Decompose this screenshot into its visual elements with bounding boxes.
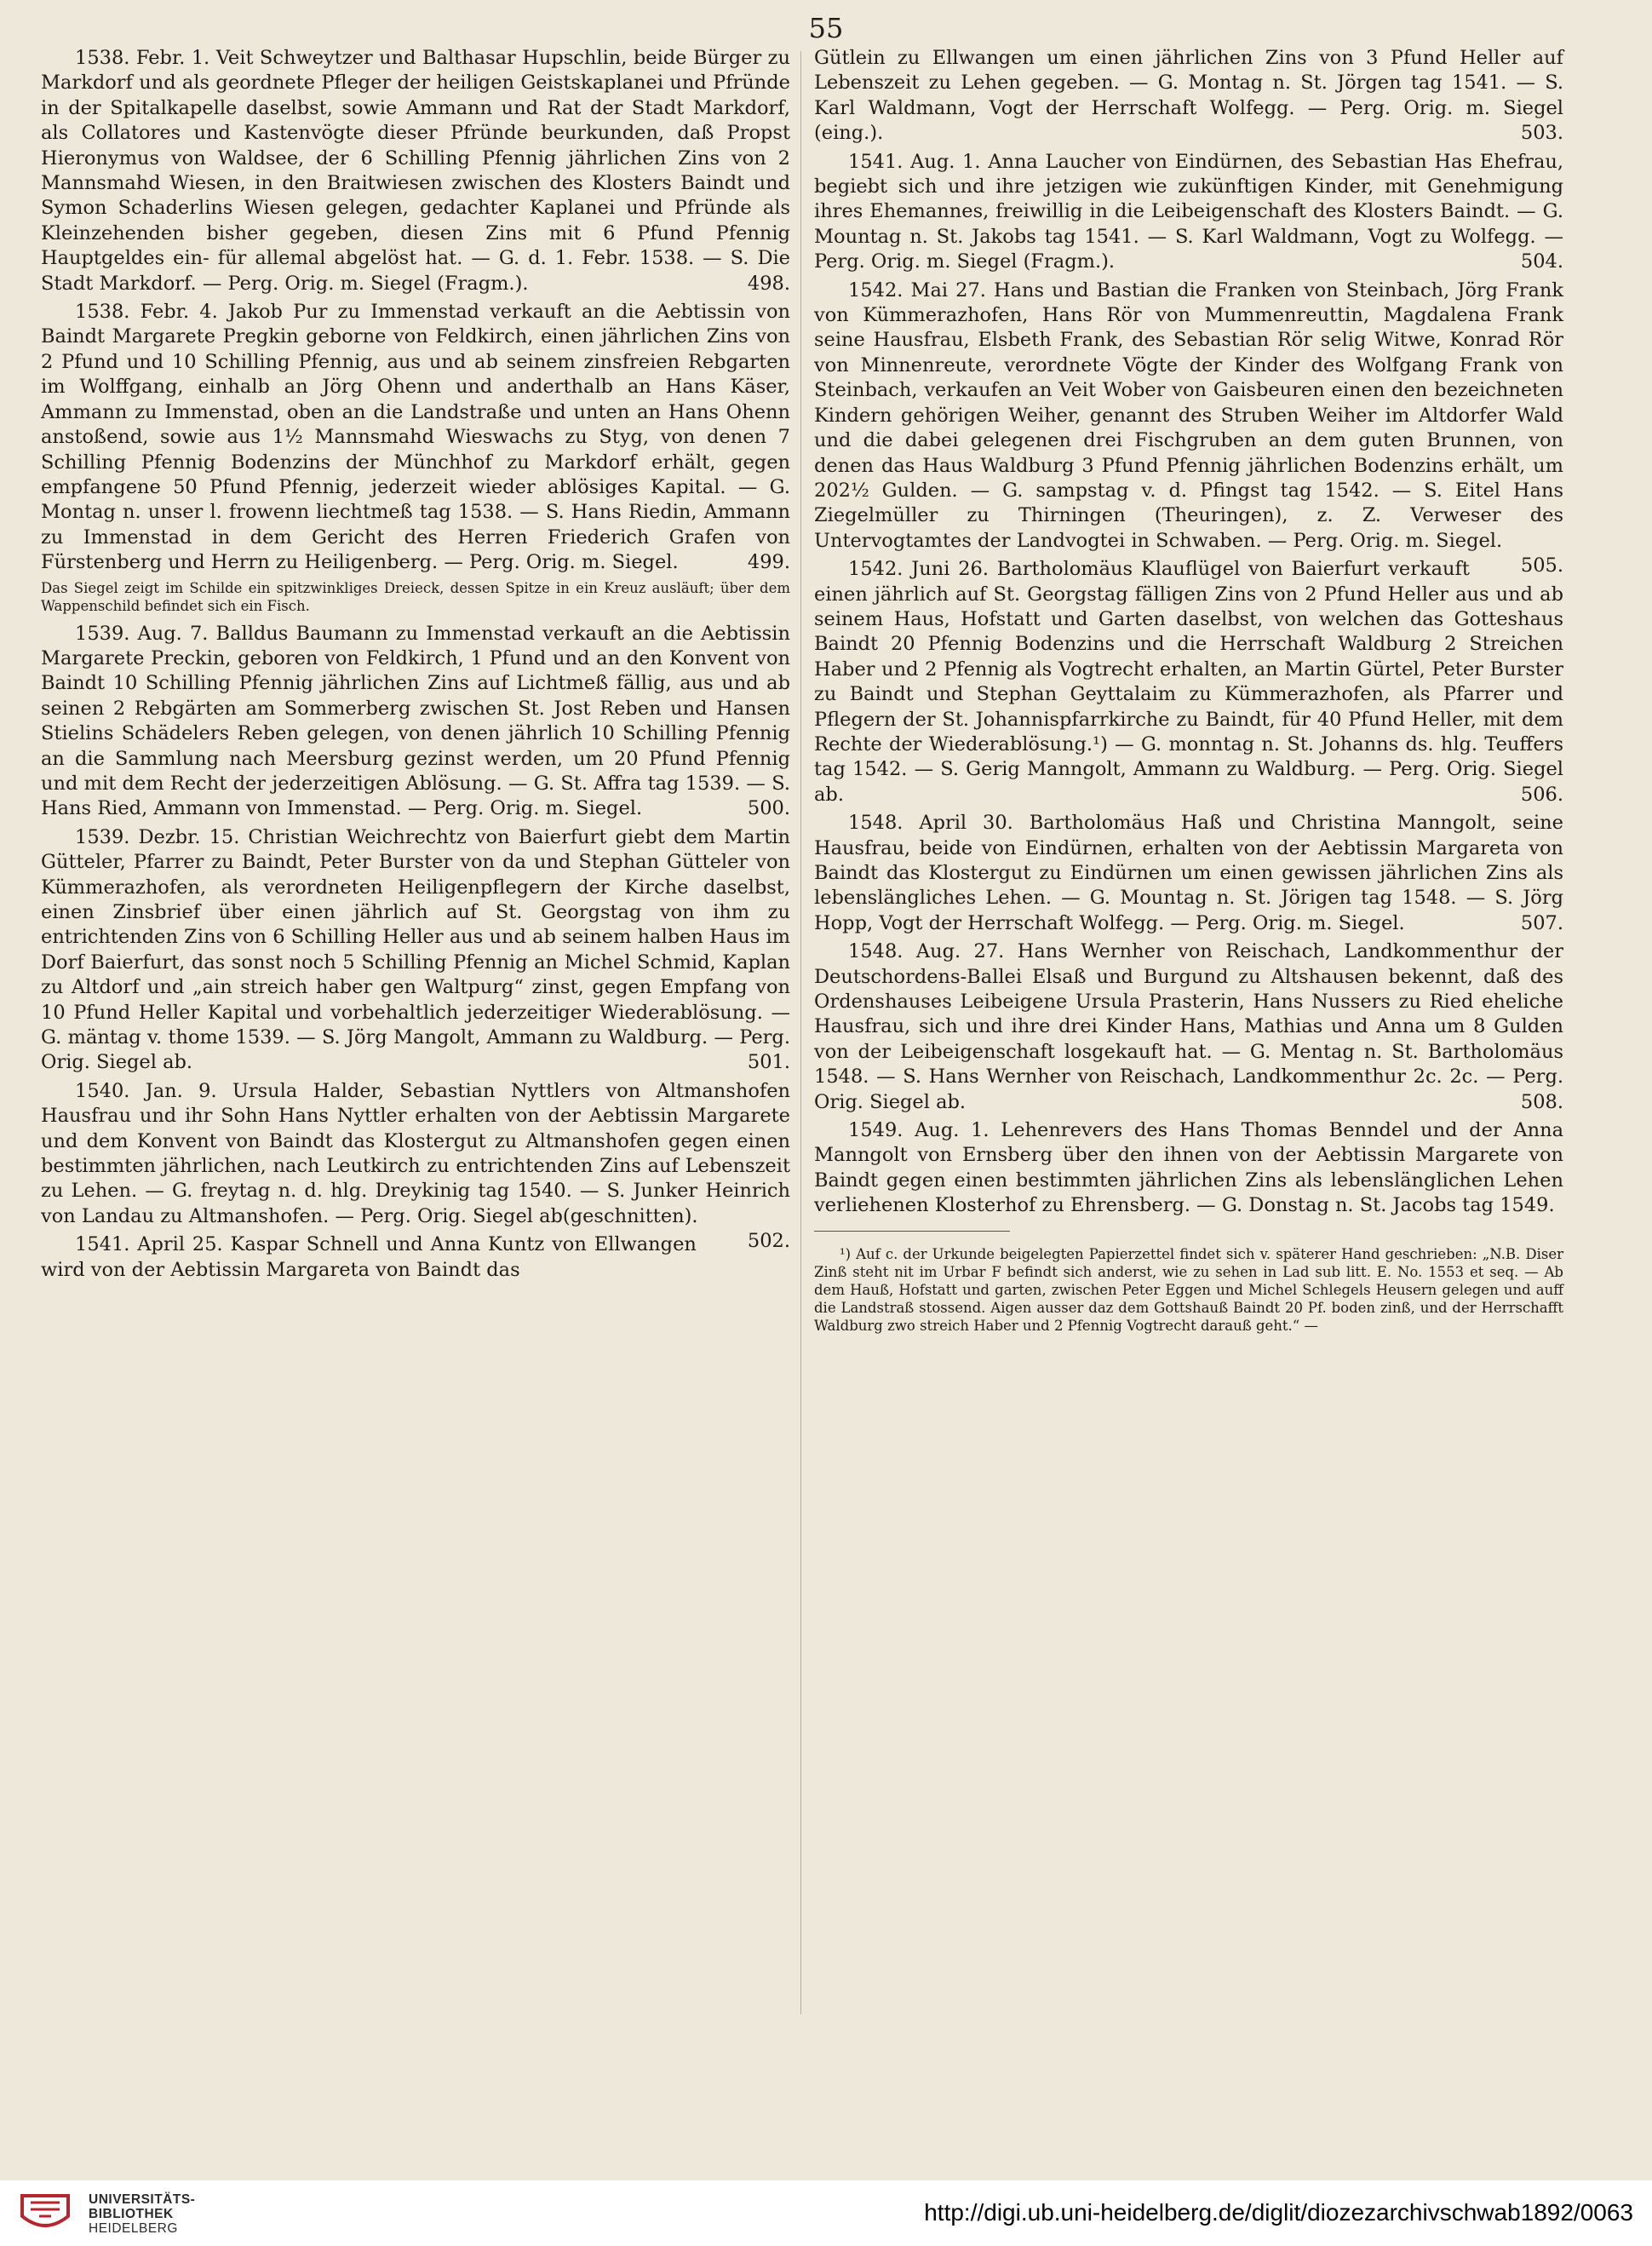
entry-number: 507. [1520, 911, 1563, 934]
charter-entry [814, 279, 1563, 577]
footnote-rule [814, 1231, 1010, 1232]
entry-text: Gütlein zu Ellwangen um einen jährlichen Zins von 3 Pfund Heller auf Lebenszeit zu Lehen gegeben. — G. Montag n. St. Jörgen tag 1541. — S. Karl Waldmann, Vogt der Herrschaft Wolfegg. — Perg. Orig. m. Siegel (eing.). [814, 47, 1563, 145]
right-column [814, 46, 1563, 1349]
entry-text: 1539. Aug. 7. Balldus Baumann zu Immenstad verkauft an die Aebtissin Margarete Preckin, geboren von Feldkirch, 1 Pfund und an den Konvent von Baindt 10 Schilling Pfennig jährlichen Zins auf Lichtmeß fällig, aus und ab seinen 2 Rebgärten am Sommerberg zwischen St. Jost Reben und Hansen Stielins Schädelers Reben gelegen, von denen jährlich 10 Schilling Pfennig an die Sammlung nach Meersburg gezinst werden, um 20 Pfund Pfennig und mit dem Recht der jederzeitigen Ablösung. — G. St. Affra tag 1539. — S. Hans Ried, Ammann von Immenstad. — Perg. Orig. m. Siegel. [41, 622, 790, 820]
entry-number: 498. [747, 272, 790, 295]
entry-text: 1542. Mai 27. Hans und Bastian die Franken von Steinbach, Jörg Frank von Kümmerazhofen, Hans Rör von Mummenreuttin, Magdalena Frank seine Hausfrau, Elsbeth Frank, des Sebastian Rör selig Witwe, Konrad Rör von Minnenreute, verordnete Vögte der Kinder des Wolfgang Frank von Steinbach, verkaufen an Veit Wober von Gaisbeuren einen den bezeichneten Kindern gehörigen Weiher, genannt des Struben Weiher im Altdorfer Wald und die dabei gelegenen drei Fischgruben an dem guten Brunnen, von denen das Haus Waldburg 3 Pfund Pfennig jährlichen Bodenzins erhält, um 202½ Gulden. — G. sampstag v. d. Pfingst tag 1542. — S. Eitel Hans Ziegelmüller zu Thirningen (Theuringen), z. Z. Verweser des Untervogtamtes der Landvogtei in Schwaben. — Perg. Orig. m. Siegel. [814, 279, 1563, 552]
entry-number: 506. [1520, 783, 1563, 806]
entry-text: 1542. Juni 26. Bartholomäus Klauflügel von Baierfurt verkauft einen jährlich auf St. Georgstag fälligen Zins von 2 Pfund Heller aus und ab seinem Haus, Hofstatt und Garten daselbst, von welchen das Gotteshaus Baindt 20 Pfennig Bodenzins und die Herrschaft Waldburg 2 Streichen Haber und 2 Pfennig als Vogtrecht erhalten, an Martin Gürtel, Peter Burster zu Baindt und Stephan Geyttalaim zu Kümmerazhofen, als Pfarrer und Pflegern der St. Johannispfarrkirche zu Baindt, für 40 Pfund Heller, mit dem Rechte der Wiederablösung.¹) — G. monntag n. St. Johanns ds. hlg. Teuffers tag 1542. — S. Gerig Manngolt, Ammann zu Waldburg. — Perg. Orig. Siegel ab. [814, 558, 1563, 806]
charter-entry [814, 811, 1563, 936]
charter-entry [814, 557, 1563, 807]
footnote: ¹) Auf c. der Urkunde beigelegten Papierzettel findet sich v. späterer Hand geschrieben: „N.B. Diser Zinß steht nit im Urbar F befindt sich anderst, wie zu sehen in Lad sub litt. E. No. 1553 et seq. — Ab dem Hauß, Hofstatt und garten, zwischen Peter Eggen und Michel Schlegels Heusern gelegen und auff die Landstraß stossend. Aigen ausser daz dem Gottshauß Baindt 20 Pf. boden zinß, und der Herrschafft Waldburg zwo streich Haber und 2 Pfennig Vogtrecht darauß geht.“ — [814, 1246, 1563, 1335]
charter-entry [41, 1079, 790, 1253]
entry-text: 1548. Aug. 27. Hans Wernher von Reischach, Landkommenthur der Deutschordens-Ballei Elsaß und Burgund zu Altshausen bekennt, daß des Ordenshauses Leibeigene Ursula Prasterin, Hans Nussers zu Ried eheliche Hausfrau, sich und ihre drei Kinder Hans, Mathias und Anna um 8 Gulden von der Leibeigenschaft losgekauft hat. — G. Mentag n. St. Bartholomäus 1548. — S. Hans Wernher von Reischach, Landkommenthur 2c. 2c. — Perg. Orig. Siegel ab. [814, 940, 1563, 1113]
charter-entry [814, 1118, 1563, 1219]
entry-number: 499. [747, 551, 790, 574]
entry-text: 1540. Jan. 9. Ursula Halder, Sebastian Nyttlers von Altmanshofen Hausfrau und ihr Sohn Hans Nyttler erhalten von der Aebtissin Margarete und dem Konvent von Baindt das Klostergut zu Altmanshofen gegen einen bestimmten jährlichen, nach Leutkirch zu entrichtenden Zins auf Lebenszeit zu Lehen. — G. freytag n. d. hlg. Dreykinig tag 1540. — S. Junker Heinrich von Landau zu Altmanshofen. — Perg. Orig. Siegel ab(geschnitten). [41, 1079, 790, 1227]
library-name-line-2: BIBLIOTHEK [89, 2207, 174, 2221]
footer-bar [0, 2180, 1652, 2246]
entry-number: 505. [1520, 554, 1563, 577]
entry-text: 1541. April 25. Kaspar Schnell und Anna Kuntz von Ellwangen wird von der Aebtissin Margareta von Baindt das [41, 1233, 697, 1281]
entry-number: 502. [747, 1230, 790, 1253]
entry-number: 501. [747, 1051, 790, 1074]
entry-number: 508. [1520, 1090, 1563, 1113]
entry-text: 1549. Aug. 1. Lehenrevers des Hans Thomas Benndel und der Anna Manngolt von Ernsberg über den ihnen von der Aebtissin Margarete von Baindt gegen einen bestimmten jährlichen Zins als lebenslänglichen Lehen verliehenen Klosterhof zu Ehrensberg. — G. Donstag n. St. Jacobs tag 1549. [814, 1119, 1563, 1217]
entry-text: 1541. Aug. 1. Anna Laucher von Eindürnen, des Sebastian Has Ehefrau, begiebt sich und ihre jetzigen wie zukünftigen Kinder, mit Genehmigung ihres Ehemannes, freiwillig in die Leibeigenschaft des Klosters Baindt. — G. Mountag n. St. Jakobs tag 1541. — S. Karl Waldmann, Vogt zu Wolfegg. — Perg. Orig. m. Siegel (Fragm.). [814, 150, 1563, 273]
entry-number: 503. [1520, 122, 1563, 145]
entry-text: 1548. April 30. Bartholomäus Haß und Christina Manngolt, seine Hausfrau, beide von Eindürnen, erhalten von der Aebtissin Margareta von Baindt das Klostergut zu Eindürnen um einen gewissen jährlichen Zins als lebenslängliches Lehen. — G. Mountag n. St. Jörigen tag 1548. — S. Jörg Hopp, Vogt der Herrschaft Wolfegg. — Perg. Orig. m. Siegel. [814, 812, 1563, 934]
entry-text: 1539. Dezbr. 15. Christian Weichrechtz von Baierfurt giebt dem Martin Gütteler, Pfarrer zu Baindt, Peter Burster von da und Stephan Gütteler von Kümmerazhofen, als verordneten Heiligenpflegern der Kirche daselbst, einen Zinsbrief über einen jährlich auf St. Georgstag von ihm zu entrichtenden Zins von 6 Schilling Heller aus und ab seinem halben Haus im Dorf Baierfurt, das sonst noch 5 Schilling Pfennig an Michel Schmid, Kaplan zu Altdorf und „ain streich haber gen Waltpurg“ zinst, gegen Empfang von 10 Pfund Heller Kapital und vorbehaltlich jederzeitiger Wiederablösung. — G. mäntag v. thome 1539. — S. Jörg Mangolt, Ammann zu Waldburg. — Perg. Orig. Siegel ab. [41, 825, 790, 1074]
charter-entry [814, 939, 1563, 1115]
charter-entry [814, 46, 1563, 146]
page-number: 55 [808, 12, 844, 44]
permalink-url[interactable]: http://digi.ub.uni-heidelberg.de/diglit/diozezarchivschwab1892/0063 [924, 2199, 1633, 2226]
library-name-line-1: UNIVERSITÄTS- [89, 2192, 196, 2207]
column-divider [800, 51, 801, 2014]
entry-number: 500. [747, 797, 790, 820]
charter-entry [41, 825, 790, 1076]
entry-text: 1538. Febr. 1. Veit Schweytzer und Balthasar Hupschlin, beide Bürger zu Markdorf und als geordnete Pfleger der heiligen Geistskaplanei und Pfründe in der Spitalkapelle daselbst, sowie Ammann und Rat der Stadt Markdorf, als Collatores und Kastenvögte dieser Pfründe beurkunden, daß Propst Hieronymus von Waldsee, der 6 Schilling Pfennig jährlichen Zins von 2 Mannsmahd Wiesen, in den Braitwiesen zwischen des Klosters Baindt und Symon Schaderlins Wiesen gelegen, gedachter Kaplanei und Pfründe als Kleinzehenden bisher gegeben, diesen Zins mit 6 Pfund Pfennig Hauptgeldes ein- für allemal abgelöst hat. — G. d. 1. Febr. 1538. — S. Die Stadt Markdorf. — Perg. Orig. m. Siegel (Fragm.). [41, 47, 790, 295]
charter-entry [41, 46, 790, 296]
charter-entry [41, 1232, 790, 1283]
charter-entry [814, 150, 1563, 275]
entry-number: 504. [1520, 250, 1563, 273]
library-name [89, 2192, 195, 2236]
seal-note: Das Siegel zeigt im Schilde ein spitzwinkliges Dreieck, dessen Spitze in ein Kreuz ausläuft; über dem Wappenschild befindet sich ein Fisch. [41, 579, 790, 614]
university-seal-icon [14, 2191, 77, 2237]
charter-entry [41, 300, 790, 575]
entry-text: 1538. Febr. 4. Jakob Pur zu Immenstad verkauft an die Aebtissin von Baindt Margarete Pregkin geborne von Feldkirch, einen jährlichen Zins von 2 Pfund und 10 Schilling Pfennig, aus und ab seinem zinsfreien Rebgarten im Wolffgang, einhalb an Jörg Ohenn und anderthalb an Hans Käser, Ammann zu Immenstad, oben an die Landstraße und unten an Hans Ohenn anstoßend, sowie aus 1½ Mannsmahd Wieswachs zu Styg, von denen 7 Schilling Pfennig Bodenzins der Münchhof zu Markdorf erhält, gegen empfangene 50 Pfund Pfennig, jederzeit wieder ablösiges Kapital. — G. Montag n. unser l. frowenn liechtmeß tag 1538. — S. Hans Riedin, Ammann zu Immenstad in dem Gericht des Herren Friederich Grafen von Fürstenberg und Herrn zu Heiligenberg. — Perg. Orig. m. Siegel. [41, 301, 790, 574]
library-name-line-3: HEIDELBERG [89, 2221, 178, 2236]
left-column [41, 46, 790, 1286]
charter-entry [41, 622, 790, 822]
